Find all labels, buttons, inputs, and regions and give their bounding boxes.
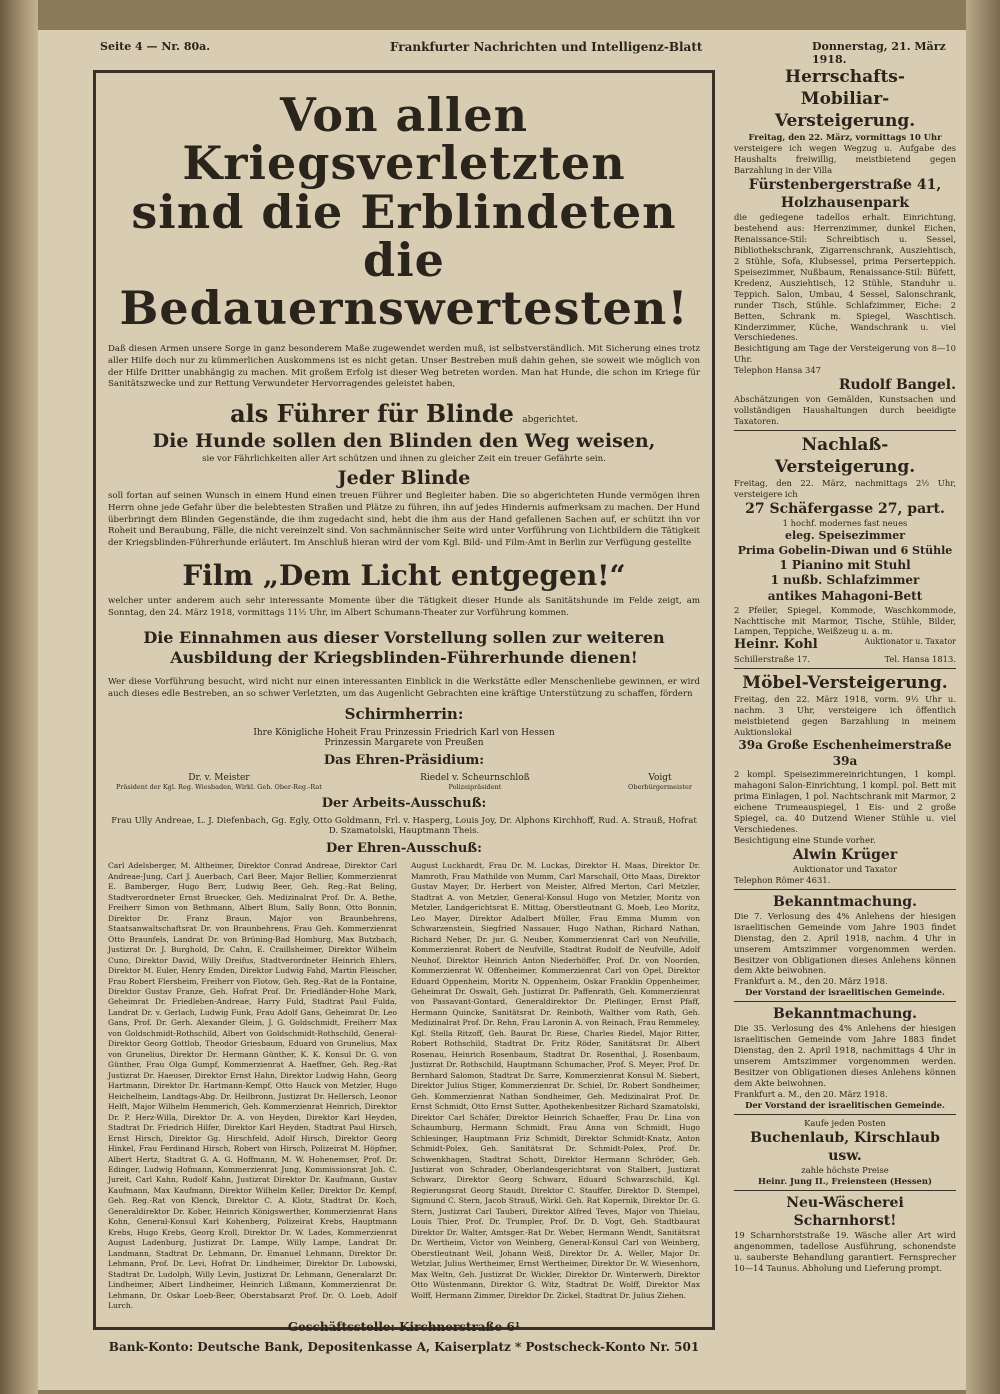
blind-dogs-advertisement [93,70,715,1354]
ad5-text: Die 35. Verlosung des 4% Anlehens der hiesigen israelitischen Gemeinde vom Jahre 1883 findet Dienstag, den 2. April 1918, nachmittags 4 Uhr in unserem Amtszimmer vorgenommen werden. Besitzer von Obligationen dieses Anlehens können dem Akte beiwohnen. [734,1023,956,1089]
ad3-date: Freitag, den 22. März 1918, vorm. 9½ Uhr u. nachm. 3 Uhr, versteigere ich öffentlich meistbietend gegen Barzahlung in meinem Auktionslokal [734,694,956,738]
ad1-text-2: die gediegene tadellos erhalt. Einrichtung, bestehend aus: Herrenzimmer, dunkel Eichen, Renaissance-Stil: Schreibtisch u. Sessel, Bibliothekschrank, Zigarrenschrank, Ausziehtisch, 2 Stühle, Sofa, Klubsessel, prima Perserteppich. Speisezimmer, Nußbaum, Renaissance-Stil: Büfett, Kredenz, Ausziehtisch, 12 Stühle, Standuhr u. Teppich. Salon, Umbau, 4 Sessel, Salonschrank, runder Tisch, Stühle. Schlafzimmer, Eiche: 2 Betten, Schrank m. Spiegel, Waschtisch. Kinderzimmer, Küche, Wandschrank u. viel Verschiedenes. [734,212,956,343]
honorary-committee-columns [108,861,700,1311]
ad1-phone: Telephon Hansa 347 [734,365,822,376]
ad2-contact-row [734,654,956,665]
ad4-date: Frankfurt a. M., den 20. März 1918. [734,976,888,987]
divider [734,889,956,890]
ad6-heading: Buchenlaub, Kirschlaub usw. [750,1129,940,1164]
ad3-heading: Möbel-Versteigerung. [742,673,948,694]
heading-guides [108,399,700,428]
ad6-pre: Kaufe jeden Posten [804,1117,886,1128]
heading-honorary-committee: Der Ehren-Ausschuß: [326,841,482,857]
presidium-name: Dr. v. Meister [188,773,250,784]
divider [734,1190,956,1191]
ad3-phone: Telephon Römer 4631. [734,874,831,885]
ad3-signature: Alwin Krüger [792,846,898,863]
presidium-role: Präsident der Kgl. Reg. Wiesbaden, Wirkl. Geh. Ober-Reg.-Rat [116,783,322,792]
presidium-row [116,773,692,791]
ad2-item-6: antikes Mahagoni-Bett [767,589,923,604]
ad4-text: Die 7. Verlosung des 4% Anlehens der hiesigen israelitischen Gemeinde vom Jahre 1903 findet Dienstag, den 2. April 1918, nachm. 4 Uhr in unserem Amtszimmer vorgenommen werden. Besitzer von Obligationen dieses Anlehens können dem Akte beiwohnen. [734,910,956,976]
ad3-text: 2 kompl. Speisezimmereinrichtungen, 1 kompl. mahagoni Salon-Einrichtung, 1 kompl. pol. Bett mit prima Einlagen, 1 pol. Nachtschrank mit Marmor, 2 eichene Trumeauspiegel, 1 Eis- und 2 große Spiegel, ca. 40 Dutzend Wiener Stühle u. viel Verschiedenes. [734,769,956,834]
ad4-signature: Der Vorstand der israelitischen Gemeinde. [745,987,945,998]
heading-guides-text: als Führer für Blinde [230,398,514,428]
intro-text: Daß diesen Armen unsere Sorge in ganz besonderem Maße zugewendet werden muß, ist selbstverständlich. Mit Sicherung eines trotz aller Hilfe doch nur zu kümmerlichen Auskommens ist es nicht getan. Unser Bestreben muß dahin gehen, sie soweit wie möglich von der Hilfe Dritter unabhängig zu machen. Mit großem Erfolg ist dieser Weg betreten worden. Man hat Hunde, die schon im Kriege für Sanitätszwecke und zur Rettung Verwundeter Hervorragendes geleistet haben, [108,344,700,390]
divider [734,1114,956,1115]
ad2-phone: Tel. Hansa 1813. [884,654,956,665]
patroness-1: Ihre Königliche Hoheit Frau Prinzessin Friedrich Karl von Hessen [253,728,555,739]
ad6-text: zahle höchste Preise [801,1165,889,1176]
ad2-heading: Nachlaß-Versteigerung. [774,435,916,478]
ad2-signature-row [734,637,956,654]
ad3-role: Auktionator und Taxator [793,863,897,874]
heading-film: Film „Dem Licht entgegen!“ [182,559,626,593]
heading-patroness: Schirmherrin: [344,705,464,724]
ad2-item-1: 1 hochf. modernes fast neues [782,518,908,529]
heading-guides-suffix: abgerichtet. [522,414,578,425]
header-left: Seite 4 — Nr. 80a. [100,40,211,53]
patroness-2: Prinzessin Margarete von Preußen [324,738,484,749]
ad2-item-2: eleg. Speisezimmer [784,529,906,543]
divider [734,430,956,431]
divider [734,1001,956,1002]
ad2-signature: Heinr. Kohl [734,637,818,653]
ad5-date: Frankfurt a. M., den 20. März 1918. [734,1088,888,1099]
heading-every-blind: Jeder Blinde [337,467,471,490]
ad5-heading: Bekanntmachung. [773,1006,917,1023]
title-line-1: Von allen Kriegsverletzten [182,88,626,191]
page-header [60,40,960,66]
ad2-address-2: Schillerstraße 17. [734,654,811,665]
ad4-heading: Bekanntmachung. [773,893,917,910]
ad2-text: 2 Pfeiler, Spiegel, Kommode, Waschkommode, Nachttische mit Marmor, Tische, Stühle, Bilder, Lampen, Teppiche, Weißzeug u. a. m. [734,604,956,637]
presidium-member [116,773,322,791]
title-line-2: sind die Erblindeten die [131,184,677,287]
heading-honorary-presidium: Das Ehren-Präsidium: [323,753,485,769]
binding-edge [0,0,38,1394]
ad1-text-3: Besichtigung am Tage der Versteigerung von 8—10 Uhr. [734,343,956,365]
heading-work-committee: Der Arbeits-Ausschuß: [321,796,487,812]
header-center: Frankfurter Nachrichten und Intelligenz-Blatt [390,40,703,54]
presidium-member [420,773,530,791]
ad3-address: 39a Große Eschenheimerstraße 39a [738,738,952,768]
honorary-list-left: Carl Adelsberger, M. Altheimer, Direktor Conrad Andreae, Direktor Carl Andreae-Jung, Carl J. Auerbach, Carl Beer, Major Bellier, Kommerzienrat E. Bamberger, Hugo Berr, Ludwig Beer, Geh. Reg.-Rat Beling, Stadtverordneter Ernst Bruecker, Geh. Medizinalrat Prof. Dr. A. Bethe, Freiherr Simon von Bethmann, Albert Blum, Sally Bonn, Otto Bonnin, Direktor Dr. Franz Braun, Major von Braunbehrens, Staatsanwaltschaftsrat Dr. von Braunbehrens, Frau Geh. Kommerzienrat Otto Braunfels, Landrat Dr. von Brüning-Bad Homburg, Max Butzbach, Justizrat Dr. J. Burghold, Dr. Cahn, E. Craillsheimer, Direktor Wilhelm Cuno, Direktor David, Willy Dreifus, Stadtverordneter Heinrich Ehlers, Direktor M. Euler, Henry Emden, Direktor Ludwig Fahd, Martin Fleischer, Frau Robert Flersheim, Freiherr von Flotow, Geh. Reg.-Rat de la Fontaine, Direktor Gustav Franze, Geh. Hofrat Prof. Dr. Friedländer-Hohe Mark, Geheimrat Dr. Friedleben-Andreae, Harry Fuld, Stadtrat Paul Fulda, Landrat Dr. v. Gerlach, Ludwig Funk, Frau Adolf Gans, Geheimrat Dr. Leo Gans, Prof. Dr. Gerh. Alexander Gleim, J. G. Goldschmidt, Freiherr Max von Goldschmidt-Rothschild, Albert von Goldschmidt-Rothschild, General-Direktor Georg Gottlob, Theodor Griesbaum, Eduard von Grunelius, Max von Grunelius, Direktor Dr. Hermann Günther, K. K. Konsul Dr. G. von Günther, Frau Olga Gumpf, Kommerzienrat A. Haeffner, Geh. Reg.-Rat Justizrat Dr. Haeuser, Direktor Ernst Hahn, Direktor Ludwig Hahn, Georg Hartmann, Direktor Dr. Hartmann-Kempf, Otto Hauck von Metzler, Hugo Heichelheim, Landtags-Abg. Dr. Heilbronn, Justizrat Dr. Hellersch, Leonor Helft, Major Wilhelm Hemmerich, Geh. Kommerzienrat Heinrich, Direktor Dr. P. Herz-Willa, Direktor Dr. A. von Heyden, Direktor Karl Heyden, Stadtrat Dr. Friedrich Hilfer, Direktor Karl Heyden, Stadtrat Paul Hirsch, Ernst Hirsch, Direktor Gg. Hirschfeld, Adolf Hirsch, Direktor Georg Hinkel, Frau Ferdinand Hirsch, Robert von Hirsch, Polizeirat M. Höpfner, Albert Hertz, Stadtrat G. A. G. Hoffmann, M. W. Hohenemser, Prof. Dr. Edinger, Ludwig Hofmann, Kommerzienrat Jung, Kommissionsrat Joh. C. Jureit, Carl Kahn, Rudolf Kahn, Justizrat Direktor Dr. Kaufmann, Gustav Kaufmann, Max Kaufmann, Direktor Wilhelm Keller, Direktor Dr. Kempf, Geh. Reg.-Rat von Klenck, Direktor C. A. Klotz, Stadtrat Dr. Koch, Generaldirektor Dr. Kober, Heinrich Königswerther, Kommerzienrat Hans Kohn, General-Konsul Karl Kohenberg, Polizeirat Krebs, Hauptmann Krebs, Hugo Krebs, Georg Kroll, Direktor Dr. W. Lades, Kommerzienrat August Ladenburg, Justizrat Dr. Lampe, Willy Lampe, Landrat Dr. Landmann, Stadtrat Dr. Lehmann, Dr. Emanuel Lehmann, Direktor Dr. Lehmann, Prof. Dr. Levi, Hofrat Dr. Lindheimer, Direktor Dr. Lubowski, Stadtrat Dr. Ludolph, Willy Levin, Justizrat Dr. Lehmann, Generalarzt Dr. Lindheimer, Albert Lindheimer, Heinrich Lißmann, Kommerzienrat Dr. Lehmann, Dr. Oskar Loeb-Beer, Oberstabsarzt Prof. Dr. O. Loeb, Adolf Lurch. [108,861,397,1311]
ad1-heading-1: Herrschafts- [785,67,905,87]
ad7-heading: Neu-Wäscherei Scharnhorst! [786,1194,904,1230]
bank-account: Bank-Konto: Deutsche Bank, Depositenkasse A, Kaiserplatz * Postscheck-Konto Nr. 501 [108,1339,700,1354]
presidium-name: Riedel v. Scheurnschloß [420,773,530,784]
heading-dogs: Die Hunde sollen den Blinden den Weg weisen, [152,429,656,452]
presidium-role: Oberbürgermeister [627,783,692,792]
divider [734,668,956,669]
ad1-note: Abschätzungen von Gemälden, Kunstsachen und vollständigen Haushaltungen durch beeidigte Taxatoren. [734,394,956,427]
presidium-name: Voigt [648,773,672,784]
ad2-date: Freitag, den 22. März, nachmittags 2½ Uhr, versteigere ich [734,478,956,500]
ad5-signature: Der Vorstand der israelitischen Gemeinde. [745,1099,945,1110]
ad2-item-5: 1 nußb. Schlafzimmer [770,573,920,588]
honorary-list-right: August Luckhardt, Frau Dr. M. Luckas, Direktor H. Maas, Direktor Dr. Mamroth, Frau Mathilde von Mumm, Carl Marschall, Otto Maas, Direktor Gustav Mayer, Dr. Herbert von Meister, Alfred Merton, Carl Metzler, Stadtrat A. von Metzler, General-Konsul Hugo von Metzler, Moritz von Metzler, Landgerichtsrat E. Mittag, Oberstleutnant G. Moeb, Leo Moritz, Leo Mayer, Direktor Adalbert Müller, Frau Emma Mumm von Schwarzenstein, Siegfried Nassauer, Hugo Nathan, Richard Nathan, Richard Neher, Dr. jur. G. Neuber, Kommerzienrat Carl von Neufville, Kommerzienrat Robert de Neufville, Stadtrat Rudolf de Neufville, Adolf Neuhof, Direktor Heinrich Anton Niederhöffer, Prof. Dr. von Noorden, Kommerzienrat W. Offenheimer, Kommerzienrat Carl von Opel, Direktor Eduard Oppenheim, Moritz N. Oppenheim, Oskar Franklin Oppenheimer, Geheimrat Dr. Oswalt, Geh. Justizrat Dr. Paffenrath, Geh. Kommerzienrat von Passavant-Gontard, Generaldirektor Dr. Pleßinger, Ernst Pfaff, Hermann Quincke, Sanitätsrat Dr. Reinboth, Walther vom Rath, Geh. Medizinalrat Prof. Dr. Rehn, Frau Laronin A. von Reinach, Frau Remmeley, Kgl. Stella Ritzoff, Geh. Baurat Dr. Riese, Charles Riedel, Major Ritter, Robert Rothschild, Stadtrat Dr. Fritz Röder, Sanitätsrat Dr. Albert Rosenau, Heinrich Rosenbaum, Stadtrat Dr. Rosenthal, J. Rosenbaum, Justizrat Dr. Rothschild, Hauptmann Schumacher, Prof. S. Meyer, Prof. Dr. Bernhard Salomon, Stadtrat Dr. Sarre, Kommerzienrat Konsul M. Siebert, Direktor Julius Stiger, Kommerzienrat Dr. Schiel, Dr. Robert Sondheimer, Geh. Kommerzienrat Nathan Sondheimer, Geh. Medizinalrat Prof. Dr. Ernst Schmidt, Otto Ernst Sutter, Apothekenbesitzer Richard Szamatolski, Direktor Carl Schäfer, Direktor Heinrich Schaeffer, Frau Dr. Lina von Schaumburg, Hermann Schmidt, Frau Anna von Schmidt, Hugo Schlesinger, Hauptmann Friz Schmidt, Direktor Schmidt-Knatz, Anton Schmidt-Polex, Geh. Sanitätsrat Dr. Schmidt-Polex, Prof. Dr. Schwenkhagen, Stadtrat Schott, Direktor Hermann Schröder, Geh. Justizrat von Schrader, Oberlandesgerichtsrat von Stalbert, Justizrat Schwarz, Direktor Georg Schwarz, Eduard Schwarzschild, Kgl. Regierungsrat Georg Staudt, Direktor C. Stauffer, Direktor D. Stempel, Sigmund C. Stern, Jacob Strauß, Wirkl. Geh. Rat Kopernik, Direktor Dr. G. Stern, Justizrat Carl Tauberi, Direktor Alfred Teves, Major von Thielau, Louis Thier, Prof. Dr. Trumpler, Prof. Dr. D. Vogt, Geh. Stadtbaurat Direktor Dr. Walter, Amtsger.-Rat Dr. Weber, Hermann Wendt, Sanitätsrat Dr. Wertheim, Victor von Weinberg, General-Konsul Carl von Weinberg, Oberstleutnant Weil, Johann Weiß, Direktor Dr. A. Weller, Major Dr. Wetzlar, Julius Wertheimer, Ernst Wertheimer, Direktor Dr. W. Wiesenhorn, Max Weltn, Geh. Justizrat Dr. Wickler, Direktor Dr. Winterwerb, Direktor Otto Wüstenmann, Direktor G. Witz, Stadtrat Dr. Wolff, Direktor Max Wolff, Hermann Zimmer, Direktor Dr. Zickel, Stadtrat Dr. Julius Ziehen. [411,861,700,1300]
ad1-heading-2: Mobiliar-Versteigerung. [774,89,916,132]
ad2-item-4: 1 Pianino mit Stuhl [779,557,911,572]
every-blind-text: soll fortan auf seinen Wunsch in einem Hund einen treuen Führer und Begleiter haben. Die so abgerichteten Hunde vermögen ihren Herrn ohne jede Gefahr über die belebtesten Straßen und Plätze zu führen, ihn auf jedes Hindernis aufmerksam zu machen. Der Hund überbringt dem Blinden Gegenstände, die ihm zugedacht sind, hebt die ihm aus der Hand gefallenen Sachen auf, er schützt ihn vor Roheit und Beraubung, Fälle, die nicht vereinzelt sind. Von sachmännischer Seite wird unter Vorführung von Lichtbildern die Tätigkeit der Kriegsblinden-Führerhunde erläutert. Im Anschluß hieran wird der vom Kgl. Bild- und Film-Amt in Berlin zur Verfügung gestellte [108,491,700,548]
work-committee-list: Frau Ully Andreae, L. J. Diefenbach, Gg. Egly, Otto Goldmann, Frl. v. Hasperg, Louis Joy, Dr. Alphons Kirchhoff, Rud. A. Strauß, Hofrat D. Szamatolski, Hauptmann Theis. [111,816,697,837]
ad2-address: 27 Schäfergasse 27, part. [745,501,945,518]
appeal-text: Wer diese Vorführung besucht, wird nicht nur einen interessanten Einblick in die Werkstätte edler Menschenliebe gewinnen, er wird auch dieses edle Bestreben, an so schwer Verletzten, um das Augenlicht Gebrachten eine kräftige Unterstützung zu schaffen, fördern [108,677,700,699]
header-right: Donnerstag, 21. März 1918. [812,40,946,66]
ad2-item-3: Prima Gobelin-Diwan und 6 Stühle [737,543,953,557]
ad1-signature: Rudolf Bangel. [838,377,956,394]
dogs-text: sie vor Fährlichkeiten aller Art schützen und ihnen zu gleicher Zeit ein treuer Gefährte sein. [202,453,606,464]
presidium-member [628,773,692,791]
page-edge [966,0,1000,1394]
ad1-date: Freitag, den 22. März, vormittags 10 Uhr [748,132,942,143]
title-line-3: Bedauernswertesten! [119,281,689,336]
ad3-text-2: Besichtigung eine Stunde vorher. [734,834,876,845]
film-text: welcher unter anderem auch sehr interessante Momente über die Tätigkeit dieser Hunde als Sanitätshunde im Felde zeigt, am Sonntag, den 24. März 1918, vormittags 11½ Uhr, im Albert Schumann-Theater zur Vorführung kommen. [108,596,700,619]
ad2-role: Auktionator u. Taxator [864,637,956,647]
ad7-text: 19 Scharnhorststraße 19. Wäsche aller Art wird angenommen, tadellose Ausführung, schonendste u. sauberste Behandlung garantiert. Fernsprecher 10—14 Taunus. Abholung und Lieferung prompt. [734,1230,956,1274]
classified-column [734,66,956,1356]
office-address: Geschäftsstelle: Kirchnerstraße 6¹ [287,1319,521,1334]
heading-proceeds: Die Einnahmen aus dieser Vorstellung sollen zur weiteren Ausbildung der Kriegsblinden-Führerhunde dienen! [143,627,665,668]
ad1-text-1: versteigere ich wegen Wegzug u. Aufgabe des Haushalts freiwillig, meistbietend gegen Barzahlung in der Villa [734,143,956,176]
ad1-address: Fürstenbergerstraße 41, Holzhausenpark [748,176,942,212]
presidium-role: Polizeipräsident [448,783,502,792]
ad6-signature: Heinr. Jung II., Freiensteen (Hessen) [758,1176,932,1187]
